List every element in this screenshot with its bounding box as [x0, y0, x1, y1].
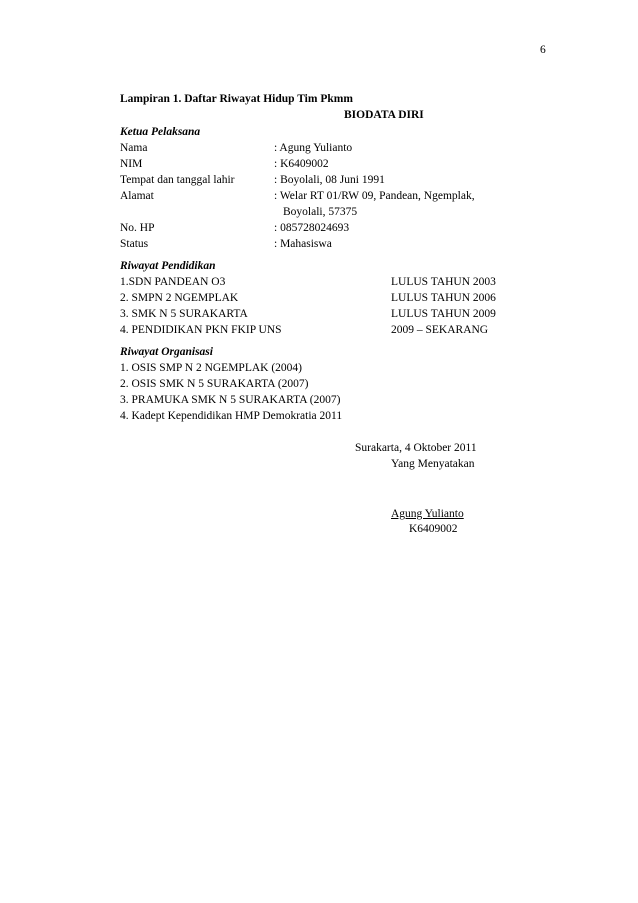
- biodata-value-birth: : Boyolali, 08 Juni 1991: [274, 174, 385, 186]
- education-year: 2009 – SEKARANG: [391, 324, 489, 336]
- document-heading: Lampiran 1. Daftar Riwayat Hidup Tim Pkmm: [120, 93, 353, 105]
- education-school: 3. SMK N 5 SURAKARTA: [120, 308, 248, 320]
- biodata-value-name: : Agung Yulianto: [274, 142, 353, 154]
- biodata-value-status: : Mahasiswa: [274, 238, 332, 250]
- biodata-value-address: : Welar RT 01/RW 09, Pandean, Ngemplak,: [274, 190, 475, 202]
- organization-item: 1. OSIS SMP N 2 NGEMPLAK (2004): [120, 362, 302, 374]
- role-title: Ketua Pelaksana: [120, 126, 201, 138]
- education-school: 4. PENDIDIKAN PKN FKIP UNS: [120, 324, 282, 336]
- biodata-label-birth: Tempat dan tanggal lahir: [120, 174, 235, 186]
- education-year: LULUS TAHUN 2009: [391, 308, 496, 320]
- biodata-label-name: Nama: [120, 142, 148, 154]
- page-number: 6: [540, 44, 546, 56]
- education-school: 2. SMPN 2 NGEMPLAK: [120, 292, 239, 304]
- biodata-label-nim: NIM: [120, 158, 143, 170]
- organization-item: 4. Kadept Kependidikan HMP Demokratia 2011: [120, 410, 343, 422]
- biodata-label-status: Status: [120, 238, 149, 250]
- organization-item: 2. OSIS SMK N 5 SURAKARTA (2007): [120, 378, 309, 390]
- organization-title: Riwayat Organisasi: [120, 346, 213, 358]
- education-year: LULUS TAHUN 2003: [391, 276, 496, 288]
- signature-id: K6409002: [409, 523, 458, 535]
- education-school: 1.SDN PANDEAN O3: [120, 276, 226, 288]
- document-subheading: BIODATA DIRI: [344, 109, 424, 121]
- signature-statement: Yang Menyatakan: [391, 458, 475, 470]
- biodata-value-nim: : K6409002: [274, 158, 329, 170]
- biodata-value-phone: : 085728024693: [274, 222, 350, 234]
- signature-place-date: Surakarta, 4 Oktober 2011: [355, 442, 477, 454]
- signature-name: Agung Yulianto: [391, 508, 464, 520]
- education-year: LULUS TAHUN 2006: [391, 292, 496, 304]
- education-title: Riwayat Pendidikan: [120, 260, 216, 272]
- biodata-label-address: Alamat: [120, 190, 154, 202]
- organization-item: 3. PRAMUKA SMK N 5 SURAKARTA (2007): [120, 394, 341, 406]
- biodata-value-address-cont: Boyolali, 57375: [283, 206, 358, 218]
- biodata-label-phone: No. HP: [120, 222, 155, 234]
